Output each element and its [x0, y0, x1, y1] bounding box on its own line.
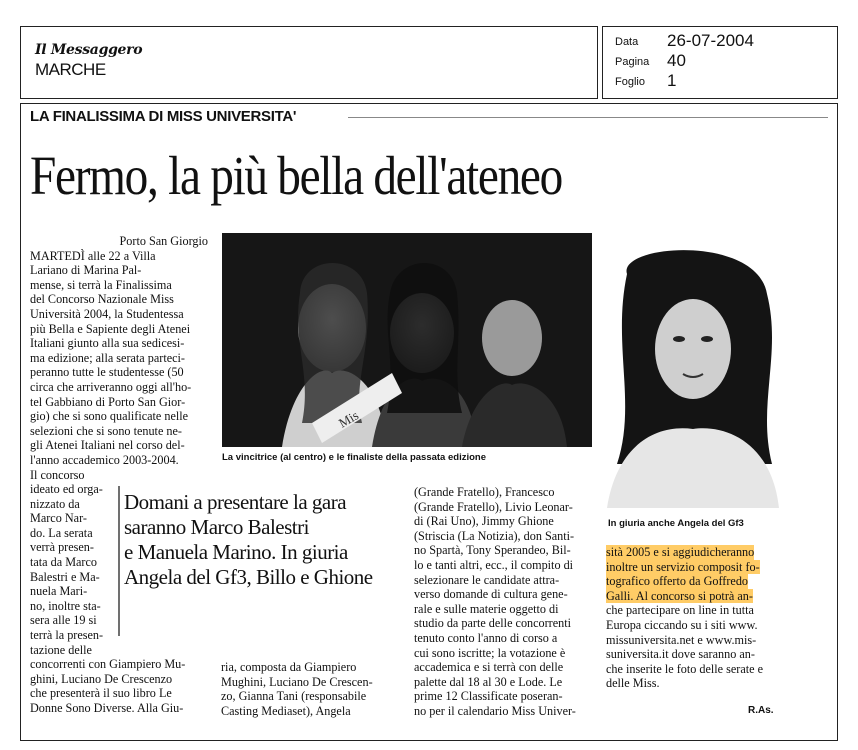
column-1-line: tel Gabbiano di Porto San Gior- — [30, 394, 186, 409]
column-1-line: più Bella e Sapiente degli Atenei — [30, 321, 191, 336]
column-3-line: cui sono iscritte; la votazione è — [414, 645, 566, 660]
masthead-box — [20, 26, 598, 99]
column-1-line: verrà presen- — [30, 540, 94, 555]
column-1-line: che presenterà il suo libro Le — [30, 686, 172, 701]
column-1-line: Italiani giunto alla sua sedicesi- — [30, 336, 185, 351]
column-3-line: (Striscia (La Notizia), don Santi- — [414, 528, 575, 543]
foglio-value: 1 — [667, 71, 677, 90]
column-3-line: palette dal 18 al 30 e Lode. Le — [414, 674, 563, 689]
pagina-value: 40 — [667, 51, 686, 70]
pull-quote — [124, 490, 404, 590]
column-2 — [221, 660, 401, 718]
column-3-line: selezionare le candidate attra- — [414, 572, 560, 587]
column-1-body — [30, 249, 208, 716]
foglio-label: Foglio — [615, 76, 645, 88]
column-4-line: che inserite le foto delle serate e — [606, 661, 764, 676]
column-2-line: Casting Mediaset), Angela — [221, 703, 351, 718]
kicker: LA FINALISSIMA DI MISS UNIVERSITA' — [30, 108, 297, 125]
column-4-line: Europa ciccando su i siti www. — [606, 617, 758, 632]
column-3-line: prime 12 Classificate poseran- — [414, 689, 563, 704]
masthead-name: Il Messaggero — [35, 42, 143, 58]
pagina-label: Pagina — [615, 56, 650, 68]
column-1-line: ghini, Luciano De Crescenzo — [30, 671, 173, 686]
column-1-line: nizzato da — [30, 496, 80, 511]
meta-box — [602, 26, 838, 99]
column-2-line: ria, composta da Giampiero — [221, 660, 357, 674]
data-value: 26-07-2004 — [667, 31, 754, 50]
column-1-line: ideato ed orga- — [30, 482, 103, 497]
column-4-line: inoltre un servizio composit fo- — [606, 559, 760, 574]
main-photo-image — [222, 233, 592, 447]
pull-quote-line: saranno Marco Balestri — [124, 515, 309, 539]
column-1-line: tazione delle — [30, 642, 92, 657]
column-3-line: accademica e si terrà con delle — [414, 660, 564, 675]
column-1-line: Il concorso — [30, 467, 85, 482]
column-1-line: mense, si terrà la Finalissima — [30, 277, 172, 292]
kicker-rule — [348, 117, 828, 118]
main-photo-caption: La vincitrice (al centro) e le finaliste della passata edizione — [222, 452, 486, 463]
column-3-line: di (Rai Uno), Jimmy Ghione — [414, 514, 554, 529]
column-1-line: nuela Mari- — [30, 584, 88, 599]
column-3-line: verso domande di cultura gene- — [414, 587, 568, 602]
pull-quote-line: e Manuela Marino. In giuria — [124, 540, 348, 564]
column-3-line: no per il calendario Miss Univer- — [414, 703, 576, 718]
sash-text: Mis — [336, 407, 362, 431]
column-1-line: l'anno accademico 2003-2004. — [30, 452, 179, 467]
masthead-edition: MARCHE — [35, 60, 106, 79]
column-1-line: Università 2004, la Studentessa — [30, 306, 184, 321]
side-photo-image — [607, 234, 779, 508]
column-1-line: no, inoltre sta- — [30, 598, 101, 613]
column-3 — [414, 485, 594, 719]
column-2-line: zo, Gianna Tani (responsabile — [221, 689, 367, 704]
pull-quote-line: Angela del Gf3, Billo e Ghione — [124, 565, 373, 589]
column-1-line: del Concorso Nazionale Miss — [30, 292, 174, 307]
signature: R.As. — [748, 705, 774, 716]
column-4-line: delle Miss. — [606, 676, 660, 691]
column-4-line: tografico offerto da Goffredo — [606, 574, 749, 589]
column-1-line: Balestri e Ma- — [30, 569, 100, 584]
column-1-line: Donne Sono Diverse. Alla Giu- — [30, 701, 184, 715]
column-3-line: rale e sulle materie oggetto di — [414, 601, 559, 616]
column-4-line: suniversita.it dove saranno an- — [606, 647, 755, 662]
column-3-line: lo e tanti altri, ecc., il compito di — [414, 557, 574, 572]
column-1-line: peranno tutte le studentesse (50 — [30, 365, 184, 380]
column-3-line: (Grande Fratello), Francesco — [414, 485, 555, 499]
column-4-line: missuniversita.net e www.mis- — [606, 632, 757, 647]
headline: Fermo, la più bella dell'ateneo — [30, 145, 563, 206]
main-photo — [222, 233, 592, 447]
column-1-line: selezioni che si sono tenute ne- — [30, 423, 182, 438]
column-4 — [606, 545, 784, 691]
side-photo — [607, 234, 779, 508]
column-3-line: studio da parte delle concorrenti — [414, 616, 572, 631]
column-1-line: MARTEDÌ alle 22 a Villa — [30, 248, 156, 263]
dateline: Porto San Giorgio — [119, 234, 208, 248]
column-1-line: Marco Nar- — [30, 511, 87, 526]
column-1-line: do. La serata — [30, 525, 93, 540]
column-1-line: sera alle 19 si — [30, 613, 97, 628]
column-4-line: Galli. Al concorso si potrà an- — [606, 588, 753, 603]
column-2-line: Mughini, Luciano De Crescen- — [221, 674, 373, 689]
column-3-line: tenuto conto l'anno di corso a — [414, 630, 558, 645]
column-1-line: circa che arriveranno oggi all'ho- — [30, 379, 192, 394]
column-1-line: tata da Marco — [30, 555, 97, 570]
pull-quote-rule-top — [118, 486, 120, 636]
column-1-line: gio) che si sono qualificate nelle — [30, 409, 189, 424]
column-4-line: sità 2005 e si aggiudicheranno — [606, 545, 755, 559]
column-1-line: concorrenti con Giampiero Mu- — [30, 657, 186, 672]
column-4-line: che partecipare on line in tutta — [606, 603, 754, 618]
pull-quote-line: Domani a presentare la gara — [124, 490, 347, 514]
column-1-line: Lariano di Marina Pal- — [30, 263, 142, 278]
column-1-line: terrà la presen- — [30, 628, 104, 643]
side-photo-caption: In giuria anche Angela del Gf3 — [608, 518, 744, 529]
column-1 — [30, 234, 208, 716]
column-1-line: ma edizione; alla serata parteci- — [30, 350, 185, 365]
column-1-line: gli Atenei Italiani nel corso del- — [30, 438, 185, 453]
data-label: Data — [615, 36, 639, 48]
column-3-line: no Spartà, Tony Sperandeo, Bil- — [414, 543, 571, 558]
column-3-line: (Grande Fratello), Livio Leonar- — [414, 499, 573, 514]
